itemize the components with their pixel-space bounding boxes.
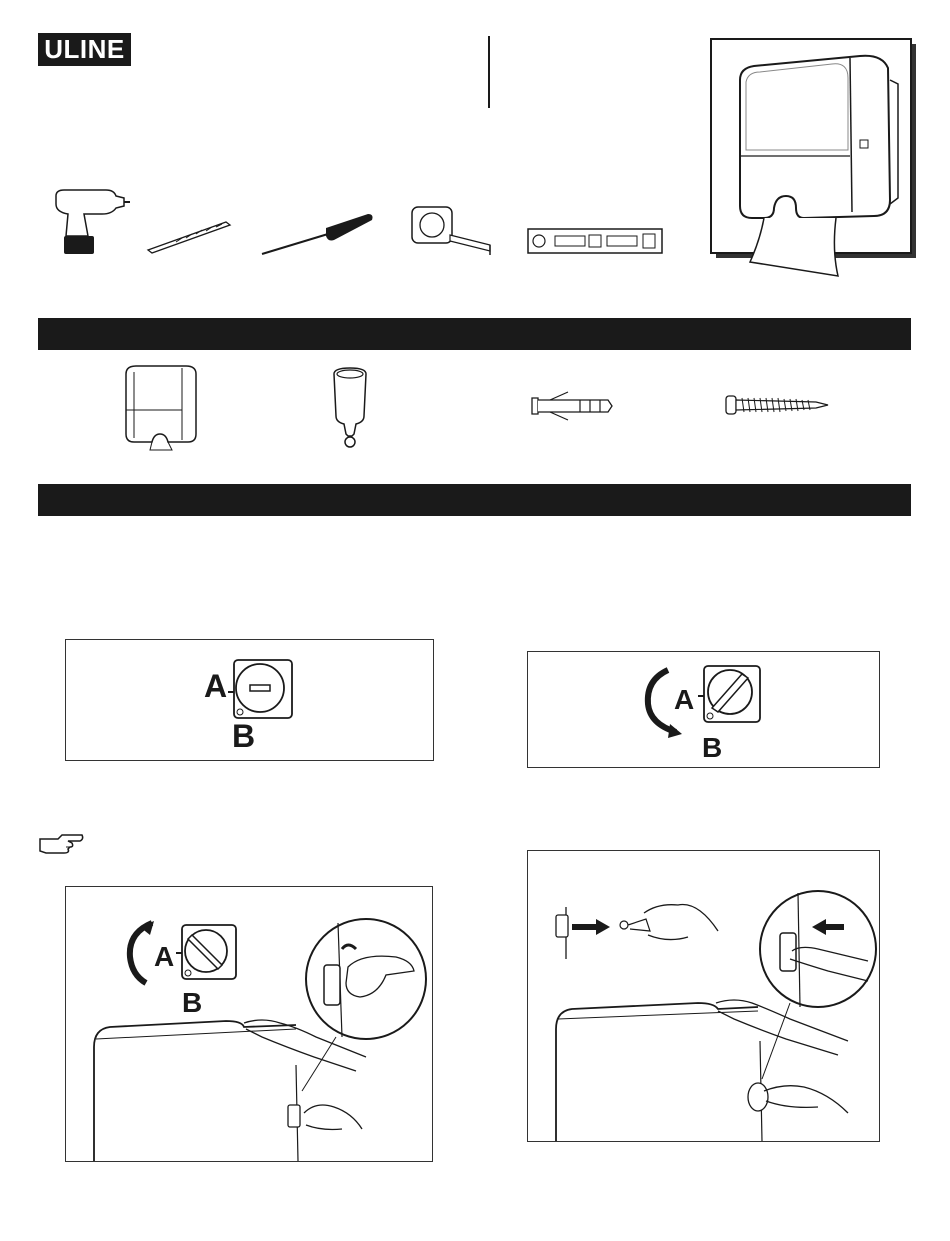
tape-measure-icon [410, 205, 496, 259]
step1-panel [65, 639, 434, 761]
step1-label-b: B [232, 718, 256, 754]
step1-label-a: A [204, 668, 228, 704]
instructions-section-band [38, 484, 911, 516]
hero-product-image [710, 38, 912, 254]
key-icon [330, 366, 370, 454]
towel-dispenser-illustration [712, 40, 910, 290]
screw-icon [724, 392, 830, 418]
step2-label-b: B [702, 732, 723, 763]
lock-dial-turned-icon [698, 664, 766, 732]
step2-label-a: A [674, 684, 695, 715]
step2-panel [527, 651, 880, 768]
step3-label-a: A [154, 941, 175, 972]
tool-drill-bit [146, 218, 232, 254]
tool-tape-measure [410, 205, 496, 259]
note-hand-icon [38, 833, 84, 857]
lock-dial-icon [228, 658, 298, 728]
step3-panel [65, 886, 433, 1162]
dispenser-icon [122, 364, 200, 452]
tool-screwdriver [258, 212, 374, 258]
wall-anchor-icon [528, 390, 614, 422]
drill-bit-icon [146, 218, 232, 254]
step3-label-b: B [182, 987, 203, 1018]
dispenser-unlock-illustration [66, 887, 432, 1161]
part-dispenser [122, 364, 200, 452]
tool-drill [52, 186, 132, 260]
part-wall-anchor [528, 390, 614, 422]
tool-level [527, 228, 663, 256]
drill-icon [52, 186, 132, 260]
parts-section-band [38, 318, 911, 350]
key-install-illustration [528, 851, 879, 1141]
part-screw [724, 392, 830, 418]
screwdriver-icon [258, 212, 374, 258]
step4-panel [527, 850, 880, 1142]
part-key [330, 366, 370, 454]
header-divider [488, 36, 490, 108]
level-icon [527, 228, 663, 256]
uline-logo: ULINE [38, 33, 131, 66]
